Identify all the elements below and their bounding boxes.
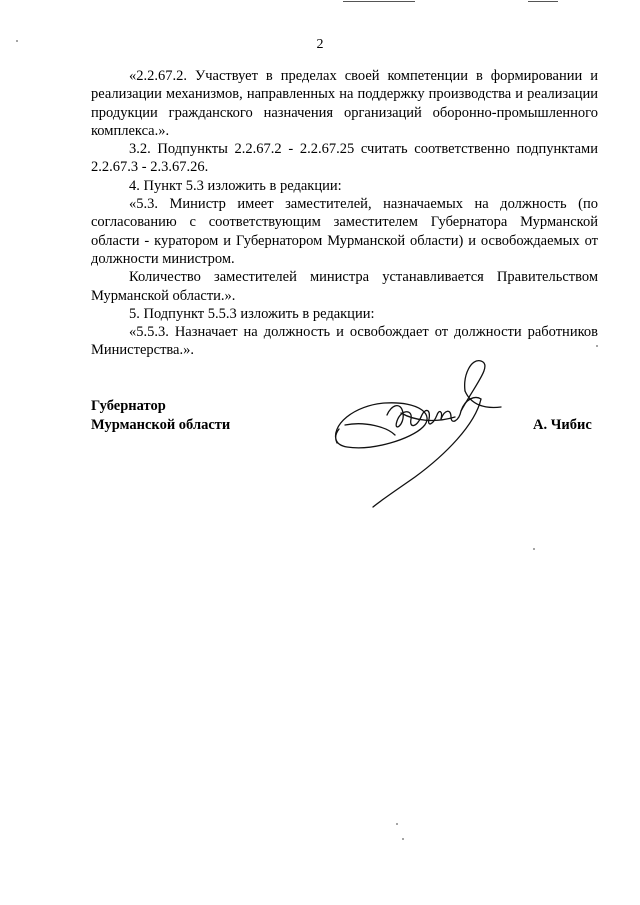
paragraph-2-2-67-2: «2.2.67.2. Участвует в пределах своей компетенции в формировании и реализации механизмов, направленных на поддержку производства и реализации продукции гражданского назначения организаций оборонно-промышленного комплекса.». [91,68,598,139]
paragraph-deputies-count: Количество заместителей министра устанавливается Правительством Мурманской области.». [91,269,598,304]
scan-speck [402,838,404,840]
paragraph-5: 5. Подпункт 5.5.3 изложить в редакции: [129,305,375,322]
signatory-title-line1: Губернатор [91,398,166,414]
scan-speck [533,548,535,550]
signatory-title [91,397,230,434]
paragraph-4: 4. Пункт 5.3 изложить в редакции: [129,177,342,194]
paragraph-3-2: 3.2. Подпункты 2.2.67.2 - 2.2.67.25 считать соответственно подпунктами 2.2.67.3 - 2.3.67.26. [91,141,598,176]
page-number: 2 [316,37,324,52]
paragraph-5-5-3: «5.5.3. Назначает на должность и освобождает от должности работников Министерства.». [91,324,598,359]
signatory-title-line2: Мурманской области [91,416,231,433]
scan-speck [396,823,398,825]
handwritten-signature [325,355,515,515]
scan-speck [16,40,18,42]
scan-speck [596,345,598,347]
top-edge-line-right [528,1,558,2]
paragraph-5-3: «5.3. Министр имеет заместителей, назначаемых на должность (по согласованию с соответствующим заместителем Губернатора Мурманской области - куратором и Губернатором Мурманской области) и освобождаемых от должности министром. [91,196,598,267]
top-edge-line-left [343,1,415,2]
document-body [91,67,598,360]
signatory-name: А. Чибис [533,417,592,433]
